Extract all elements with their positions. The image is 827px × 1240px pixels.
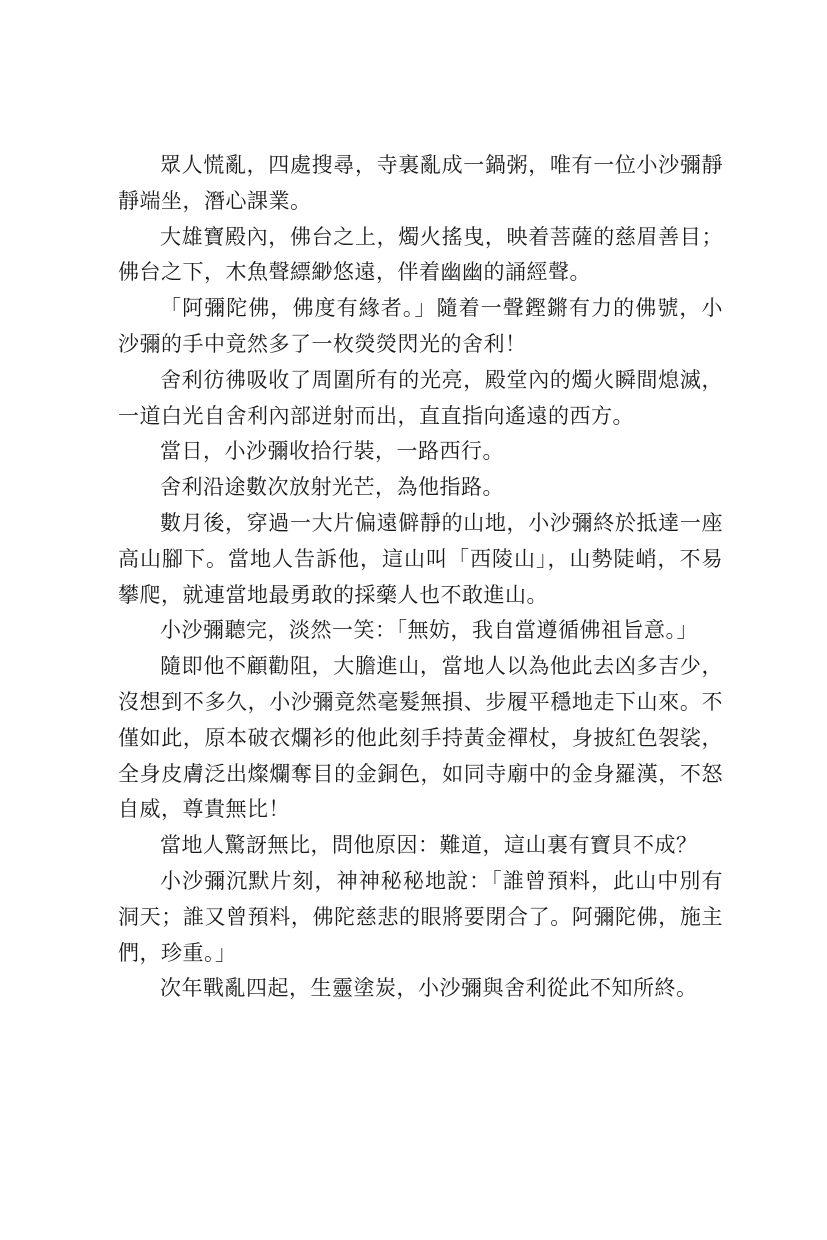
paragraph-8: 小沙彌聽完，淡然一笑：「無妨，我自當遵循佛祖旨意。」 [160, 618, 698, 643]
paragraph-5: 當日，小沙彌收拾行裝，一路西行。 [160, 439, 504, 464]
paragraph-12: 次年戰亂四起，生靈塗炭，小沙彌與舍利從此不知所終。 [160, 976, 698, 1001]
paragraph-10: 當地人驚訝無比，問他原因：難道，這山裏有寶貝不成？ [160, 833, 698, 858]
paragraph-11: 小沙彌沉默片刻，神神秘秘地說：「誰曾預料，此山中別有洞天；誰又曾預料，佛陀慈悲的眼將要閉合了。阿彌陀佛，施主們，珍重。」 [118, 868, 723, 965]
paragraph-9: 隨即他不顧勸阻，大膽進山，當地人以為他此去凶多吉少，沒想到不多久，小沙彌竟然毫髮無損、步履平穩地走下山來。不僅如此，原本破衣爛衫的他此刻手持黃金禪杖，身披紅色袈裟，全身皮膚泛出燦爛奪目的金銅色，如同寺廟中的金身羅漢，不怒自威，尊貴無比！ [118, 654, 723, 822]
paragraph-3: 「阿彌陀佛，佛度有緣者。」隨着一聲鏗鏘有力的佛號，小沙彌的手中竟然多了一枚熒熒閃光的舍利！ [118, 296, 723, 356]
paragraph-4: 舍利彷彿吸收了周圍所有的光亮，殿堂內的燭火瞬間熄滅，一道白光自舍利內部迸射而出，直直指向遙遠的西方。 [118, 367, 723, 428]
paragraph-1: 眾人慌亂，四處搜尋，寺裏亂成一鍋粥，唯有一位小沙彌靜靜端坐，潛心課業。 [118, 153, 723, 213]
paragraph-2: 大雄寶殿內，佛台之上，燭火搖曳，映着菩薩的慈眉善目；佛台之下，木魚聲縹緲悠遠，伴着幽幽的誦經聲。 [118, 224, 723, 285]
page-body [118, 148, 723, 1007]
paragraph-7: 數月後，穿過一大片偏遠僻靜的山地，小沙彌終於抵達一座高山腳下。當地人告訴他，這山叫「西陵山」，山勢陡峭，不易攀爬，就連當地最勇敢的採藥人也不敢進山。 [118, 510, 723, 607]
paragraph-6: 舍利沿途數次放射光芒，為他指路。 [160, 475, 504, 500]
